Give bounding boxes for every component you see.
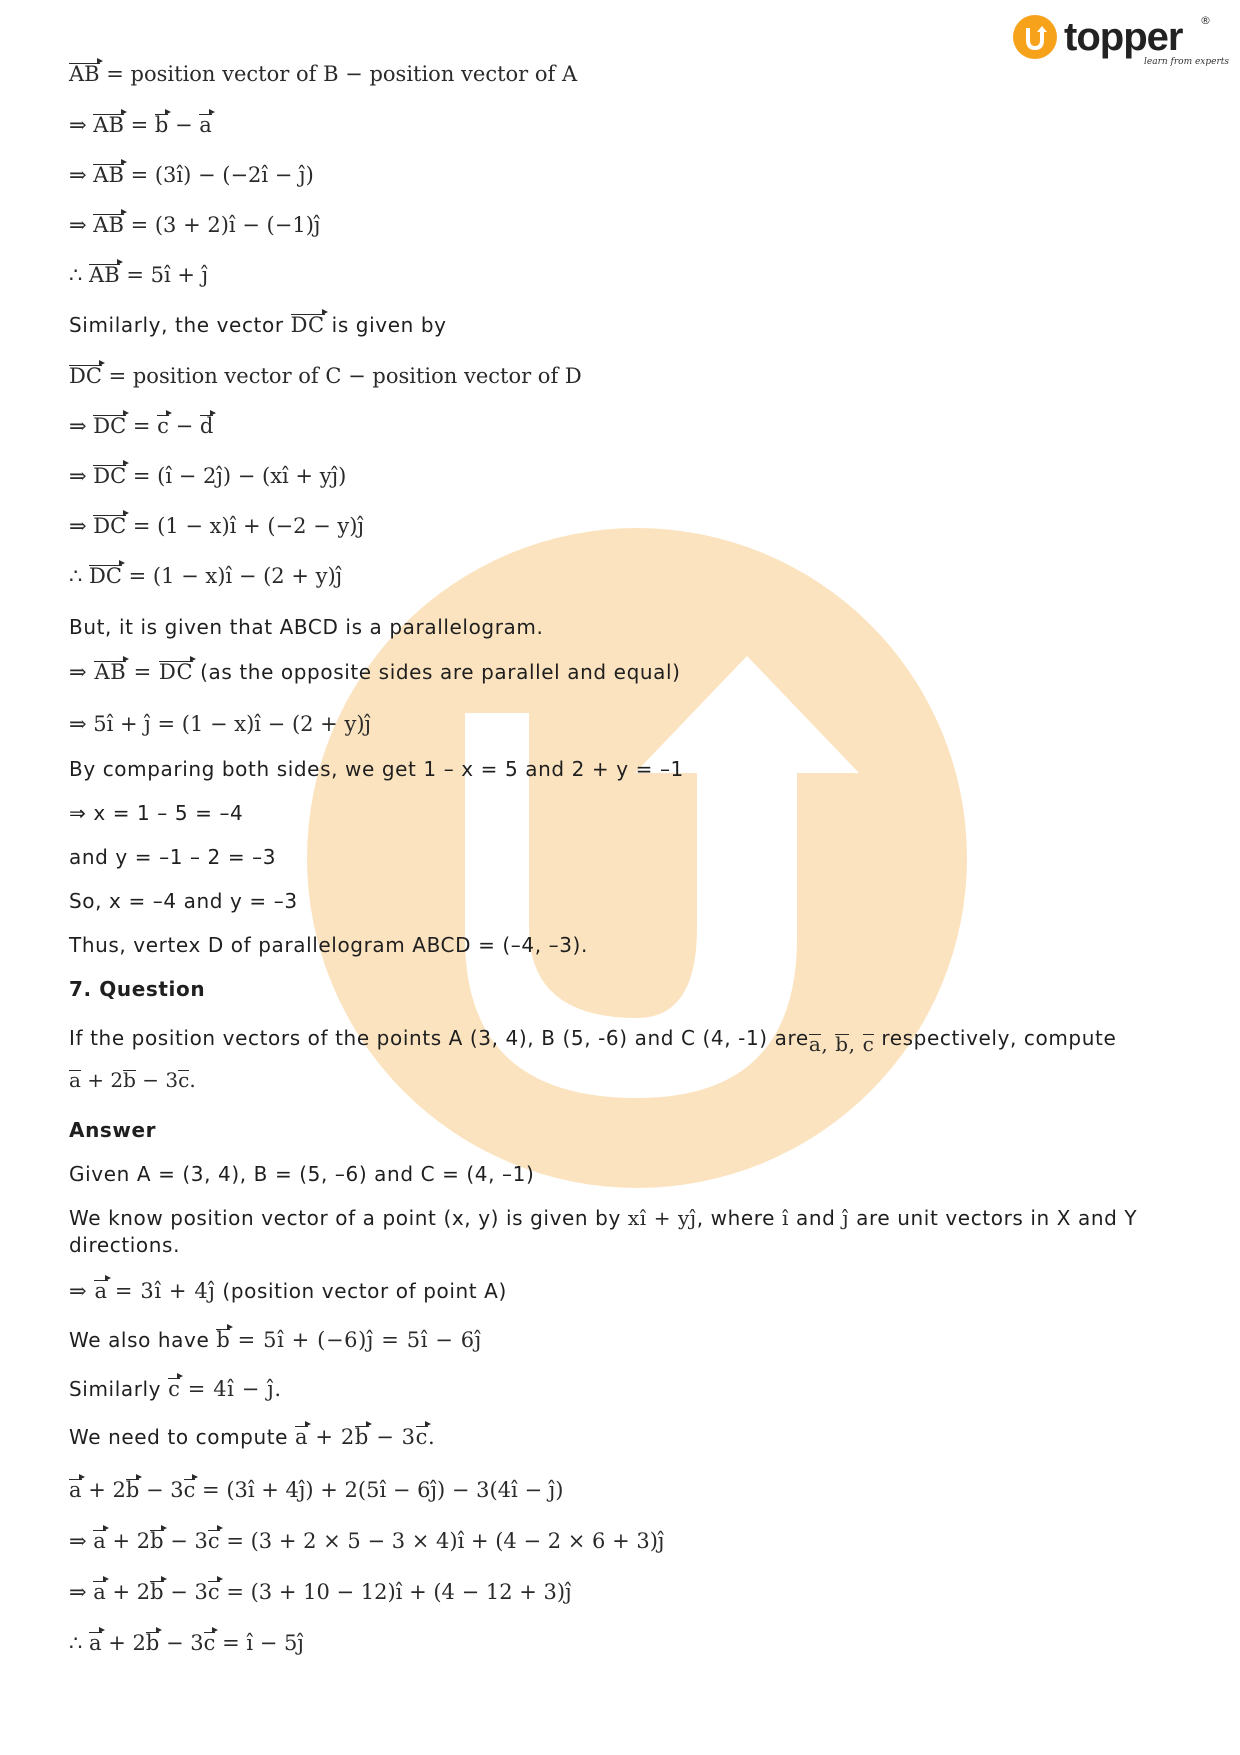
math-text: + 2 <box>101 1631 146 1655</box>
math-line-dc-definition <box>69 364 582 388</box>
math-text: − <box>168 414 200 438</box>
math-text: . <box>189 1068 196 1092</box>
text-line-parallelogram: But, it is given that ABCD is a parallelogram. <box>69 615 544 639</box>
math-text: . <box>428 1425 436 1449</box>
vector-c: c <box>207 1580 220 1604</box>
vector-c: c <box>178 1068 190 1092</box>
math-text: = (3 + 2 × 5 − 3 × 4)î + (4 − 2 × 6 + 3)ĵ <box>219 1529 665 1553</box>
vector-b: b <box>354 1425 369 1449</box>
vector-ab: AB <box>93 113 124 137</box>
vector-c: c <box>415 1425 429 1449</box>
vector-b: b <box>150 1580 164 1604</box>
vector-c: c <box>168 1377 181 1401</box>
vector-b: b <box>123 1068 136 1092</box>
body-text: (as the opposite sides are parallel and equal) <box>193 660 681 684</box>
math-text: = (1 − x)î − (2 + y)ĵ <box>121 564 343 588</box>
math-text: − 3 <box>163 1580 208 1604</box>
answer-vector-c <box>69 1377 282 1401</box>
vector-dc: DC <box>290 313 325 337</box>
implies-symbol: ⇒ <box>69 414 94 438</box>
math-text: − 3 <box>135 1068 179 1092</box>
implies-symbol: ⇒ <box>69 113 94 137</box>
math-text: = (1 − x)î + (−2 − y)ĵ <box>126 514 364 538</box>
math-text: . <box>274 1377 282 1401</box>
implies-symbol: ⇒ <box>69 464 94 488</box>
math-line-ab-result <box>69 263 208 287</box>
math-line-ab-b-minus-a <box>69 113 212 137</box>
math-line-equate: ⇒ 5î + ĵ = (1 − x)î − (2 + y)ĵ <box>69 712 372 736</box>
text-line-y-value: and y = –1 – 2 = –3 <box>69 845 277 869</box>
vector-a: a <box>199 113 212 137</box>
therefore-symbol: ∴ <box>69 263 90 287</box>
math-line-dc-c-minus-d <box>69 414 213 438</box>
vector-b: b <box>145 1631 160 1655</box>
answer-given: Given A = (3, 4), B = (5, –6) and C = (4, –1) <box>69 1162 535 1186</box>
vector-c: c <box>862 1032 875 1056</box>
body-text: is given by <box>324 313 447 337</box>
math-text: − 3 <box>368 1425 416 1449</box>
math-text: xî + yĵ <box>627 1206 697 1230</box>
vector-ab: AB <box>94 660 127 684</box>
math-line-coefficients <box>69 1529 664 1553</box>
math-text: + 2 <box>81 1478 126 1502</box>
implies-symbol: ⇒ <box>69 1529 94 1553</box>
vector-c: c <box>203 1631 216 1655</box>
vector-dc: DC <box>93 464 127 488</box>
logo-registered: ® <box>1200 14 1211 27</box>
math-text: = 3î + 4ĵ <box>107 1279 216 1303</box>
logo-text: topper <box>1064 15 1183 59</box>
text-line-vertex-d: Thus, vertex D of parallelogram ABCD = (–4, –3). <box>69 933 588 957</box>
vector-b: b <box>835 1032 849 1056</box>
math-line-expansion <box>69 1478 563 1502</box>
math-text: = <box>123 113 155 137</box>
text-line-x-value: ⇒ x = 1 – 5 = –4 <box>69 801 244 825</box>
vector-dc: DC <box>159 660 194 684</box>
body-text: We also have <box>69 1328 217 1352</box>
math-text: − 3 <box>139 1478 184 1502</box>
implies-symbol: ⇒ <box>69 213 94 237</box>
math-text: = (3î + 4ĵ) + 2(5î − 6ĵ) − 3(4î − ĵ) <box>195 1478 564 1502</box>
vector-a: a <box>93 1529 106 1553</box>
math-text: = 5î + (−6)ĵ = 5î − 6ĵ <box>230 1328 482 1352</box>
body-text: are unit vectors in X and Y <box>849 1206 1138 1230</box>
vector-b: b <box>125 1478 140 1502</box>
vector-d: d <box>199 414 214 438</box>
topper-logo-graphic <box>1012 12 1230 72</box>
text-line-comparing: By comparing both sides, we get 1 – x = 5 and 2 + y = –1 <box>69 757 684 781</box>
math-text: = î − 5ĵ <box>215 1631 304 1655</box>
body-text: , where <box>696 1206 783 1230</box>
unit-vector-i: î <box>782 1206 790 1230</box>
math-text: − <box>168 113 200 137</box>
math-line-dc-substitution <box>69 464 346 488</box>
math-line-dc-result <box>69 564 342 588</box>
body-text: Similarly <box>69 1377 169 1401</box>
vector-b: b <box>154 113 169 137</box>
implies-symbol: ⇒ <box>69 1580 94 1604</box>
math-text: = (3 + 10 − 12)î + (4 − 12 + 3)ĵ <box>219 1580 572 1604</box>
answer-position-vector-text <box>69 1206 1137 1230</box>
vector-dc: DC <box>93 514 127 538</box>
answer-position-vector-text-line2: directions. <box>69 1233 181 1257</box>
vector-b: b <box>150 1529 164 1553</box>
vector-ab: AB <box>93 213 124 237</box>
math-text: − 3 <box>159 1631 204 1655</box>
vector-dc: DC <box>93 414 127 438</box>
math-text: = 5î + ĵ <box>119 263 209 287</box>
implies-symbol: ⇒ <box>69 1279 95 1303</box>
body-text: and <box>789 1206 843 1230</box>
vector-a: a <box>94 1279 108 1303</box>
body-text: We know position vector of a point (x, y) is given by <box>69 1206 628 1230</box>
math-line-ab-definition <box>69 62 577 86</box>
math-text: = <box>126 660 160 684</box>
vector-a: a <box>69 1068 81 1092</box>
question-expression <box>69 1068 196 1092</box>
body-text: respectively, compute <box>874 1026 1117 1050</box>
math-line-final-result <box>69 1631 304 1655</box>
math-text: , <box>821 1032 836 1056</box>
math-text: + 2 <box>105 1580 151 1604</box>
therefore-symbol: ∴ <box>69 1631 90 1655</box>
vector-ab: AB <box>69 62 100 86</box>
vector-a: a <box>69 1478 82 1502</box>
vector-a: a <box>808 1032 822 1056</box>
math-text: = <box>126 414 158 438</box>
vector-a: a <box>89 1631 102 1655</box>
math-line-dc-simplify <box>69 514 364 538</box>
math-text: = position vector of C − position vector of D <box>101 364 582 388</box>
math-line-arithmetic <box>69 1580 572 1604</box>
text-line-ab-equals-dc <box>69 660 681 684</box>
math-text: = 4î − ĵ <box>180 1377 275 1401</box>
math-text: = (î − 2ĵ) − (xî + yĵ) <box>126 464 347 488</box>
body-text: Similarly, the vector <box>69 313 291 337</box>
logo-mark-icon <box>1013 15 1057 59</box>
topper-logo[interactable] <box>1012 12 1230 72</box>
therefore-symbol: ∴ <box>69 564 90 588</box>
math-text: = (3î) − (−2î − ĵ) <box>123 163 314 187</box>
body-text: (position vector of point A) <box>215 1279 507 1303</box>
math-text: − 3 <box>163 1529 208 1553</box>
answer-need-compute <box>69 1425 435 1449</box>
math-text: , <box>848 1032 863 1056</box>
text-line-so: So, x = –4 and y = –3 <box>69 889 298 913</box>
math-text: + 2 <box>308 1425 355 1449</box>
question-text <box>69 1026 1117 1056</box>
vector-c: c <box>207 1529 220 1553</box>
vector-a: a <box>93 1580 106 1604</box>
body-text: If the position vectors of the points A (3, 4), B (5, -6) and C (4, -1) are <box>69 1026 809 1050</box>
answer-vector-a <box>69 1279 507 1303</box>
math-line-ab-substitution <box>69 163 314 187</box>
question-heading: 7. Question <box>69 977 206 1001</box>
vector-b: b <box>216 1328 231 1352</box>
answer-heading: Answer <box>69 1118 157 1142</box>
unit-vector-j: ĵ <box>842 1206 850 1230</box>
vector-dc: DC <box>69 364 102 388</box>
math-text: = (3 + 2)î − (−1)ĵ <box>123 213 321 237</box>
vector-c: c <box>183 1478 196 1502</box>
vector-ab: AB <box>93 163 124 187</box>
body-text: We need to compute <box>69 1425 296 1449</box>
math-line-ab-simplify <box>69 213 320 237</box>
logo-tagline: learn from experts <box>1144 57 1230 67</box>
vector-dc: DC <box>89 564 122 588</box>
implies-symbol: ⇒ <box>69 514 94 538</box>
text-line-similarly <box>69 313 447 337</box>
math-text: = position vector of B − position vector of A <box>99 62 578 86</box>
vector-ab: AB <box>89 263 120 287</box>
answer-vector-b <box>69 1328 482 1352</box>
implies-symbol: ⇒ <box>69 163 94 187</box>
vector-c: c <box>157 414 169 438</box>
implies-symbol: ⇒ <box>69 660 95 684</box>
math-text: + 2 <box>80 1068 124 1092</box>
vector-a: a <box>295 1425 309 1449</box>
math-text: + 2 <box>105 1529 151 1553</box>
